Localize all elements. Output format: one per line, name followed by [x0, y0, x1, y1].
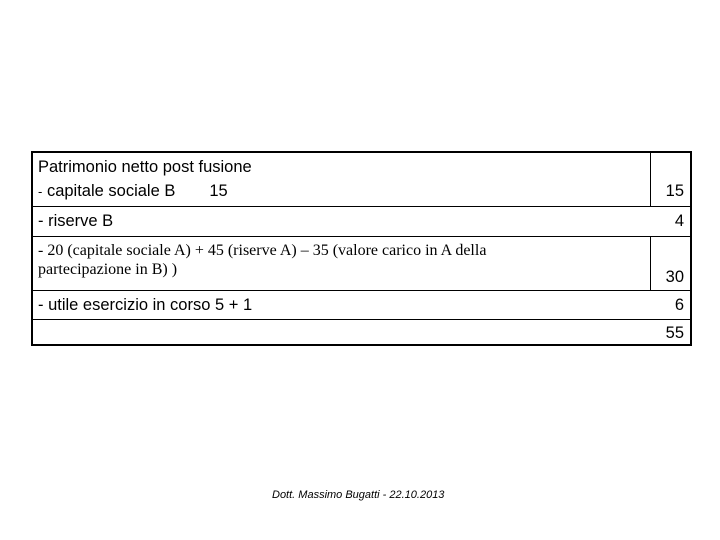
table-row	[33, 320, 690, 344]
row-total: 6	[674, 296, 684, 314]
column-divider	[650, 237, 651, 291]
row-label-line1: - 20 (capitale sociale A) + 45 (riserve A) – 35 (valore carico in A della	[38, 242, 487, 259]
row-total: 30	[665, 268, 684, 286]
row-dash: -	[38, 184, 43, 199]
equity-table	[31, 151, 692, 346]
table-row	[33, 237, 690, 291]
footer-credit: Dott. Massimo Bugatti - 22.10.2013	[272, 489, 445, 501]
grand-total: 55	[665, 324, 684, 342]
row-heading: Patrimonio netto post fusione	[38, 158, 252, 176]
row-total: 15	[665, 182, 684, 200]
row-label: - utile esercizio in corso 5 + 1	[38, 296, 253, 314]
row-inline-value: 15	[209, 182, 228, 200]
row-label-text: capitale sociale B	[46, 182, 176, 200]
row-label: - riserve B	[38, 212, 114, 230]
table-row	[33, 207, 690, 237]
row-label-line2: partecipazione in B) )	[38, 261, 178, 278]
table-row	[33, 291, 690, 320]
row-total: 4	[674, 212, 684, 230]
column-divider	[650, 153, 651, 207]
row-label	[38, 181, 228, 202]
table-row	[33, 153, 690, 207]
